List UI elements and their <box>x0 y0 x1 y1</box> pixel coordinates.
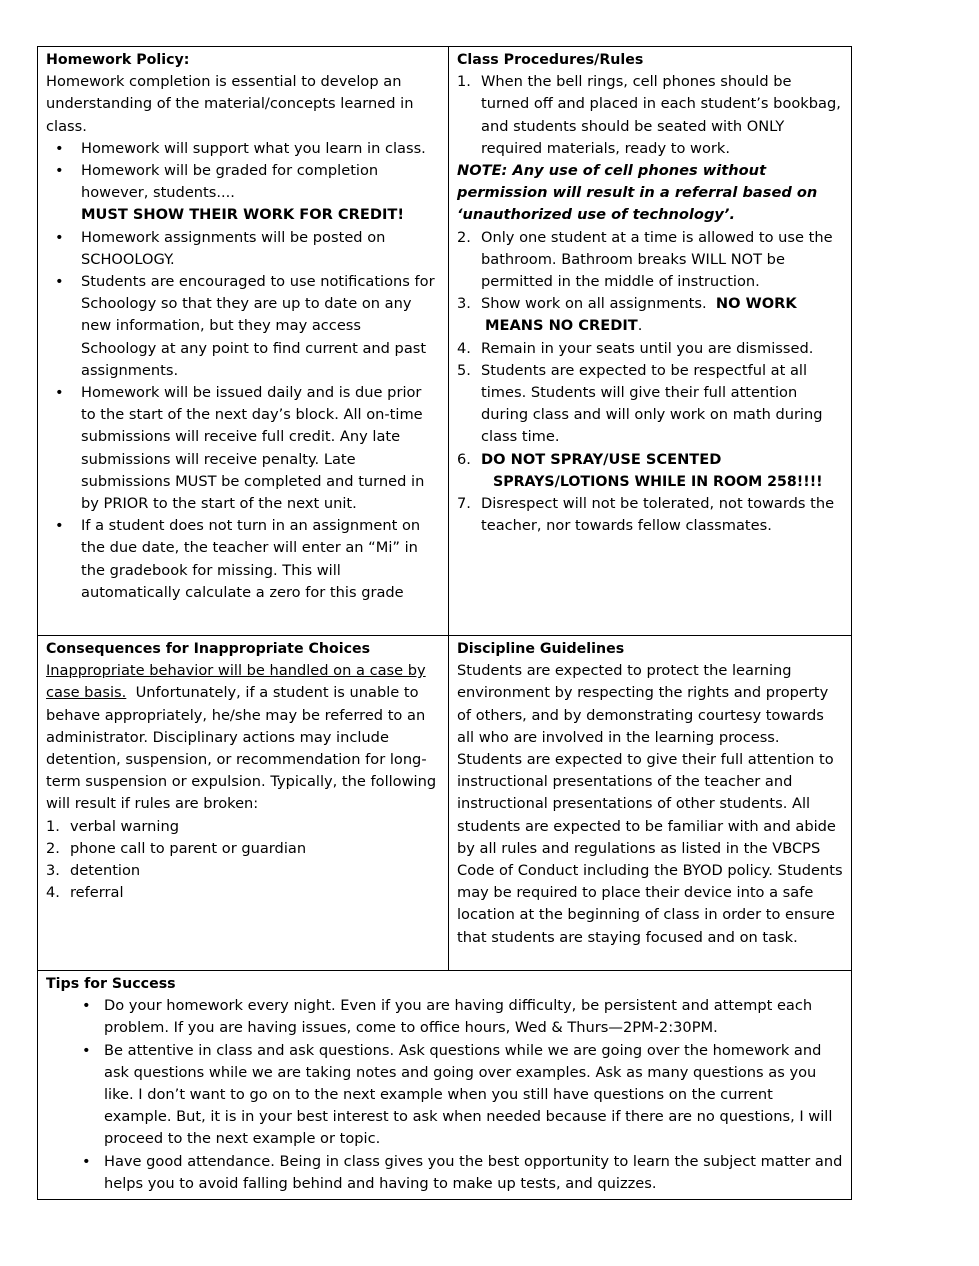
homework-policy-cell <box>38 47 449 636</box>
discipline-guidelines-cell <box>449 636 852 971</box>
list-item: • Students are encouraged to use notifications for Schoology so that they are up to date on any new information, but they may access Schoology at any point to find current and past assignments. <box>46 271 440 382</box>
list-item: 4. referral <box>46 884 124 902</box>
consequences-title: Consequences for Inappropriate Choices <box>46 641 371 657</box>
list-item: • Be attentive in class and ask questions. Ask questions while we are going over the homework and ask questions while we are taking notes and going over examples. Ask as many questions as you like. I don’t want to go on to the next example when you still have questions on the current example. But, it is in your best interest to ask when needed because if there are no questions, I will proceed to the next example or topic. <box>46 1040 843 1151</box>
list-item: • Homework will support what you learn in class. <box>46 138 440 160</box>
consequences-cell <box>38 636 449 971</box>
list-item: • Do your homework every night. Even if you are having difficulty, be persistent and attempt each problem. If you are having issues, come to office hours, Wed & Thurs—2PM-2:30PM. <box>46 995 843 1039</box>
tips-list <box>46 995 843 1195</box>
list-item: 1. When the bell rings, cell phones should be turned off and placed in each student’s bookbag, and students should be seated with ONLY required materials, ready to work. <box>457 73 841 157</box>
class-procedures-title: Class Procedures/Rules <box>457 52 644 68</box>
consequences-steps <box>46 816 440 905</box>
list-item: 5. Students are expected to be respectful at all times. Students will give their full attention during class and will only work on math during class time. <box>457 361 823 446</box>
discipline-guidelines-title: Discipline Guidelines <box>457 641 625 657</box>
class-procedures-cell <box>449 47 852 636</box>
list-item: 3. Show work on all assignments. NO WORK MEANS NO CREDIT. <box>457 295 797 335</box>
list-item: 2. phone call to parent or guardian <box>46 839 307 857</box>
syllabus-page <box>37 46 852 1200</box>
list-item: 2. Only one student at a time is allowed to use the bathroom. Bathroom breaks WILL NOT be permitted in the middle of instruction. <box>457 228 833 291</box>
list-item: • Have good attendance. Being in class gives you the best opportunity to learn the subject matter and helps you to avoid falling behind and having to make up tests, and quizzes. <box>46 1151 843 1195</box>
consequences-text: Inappropriate behavior will be handled on a case by case basis. Unfortunately, if a student is unable to behave appropriately, he/she may be referred to an administrator. Disciplinary actions may include detention, suspension, or recommendation for long-term suspension or expulsion. Typically, the following will result if rules are broken: <box>46 662 437 813</box>
cell-phone-note: NOTE: Any use of cell phones without permission will result in a referral based on ‘unauthorized use of technology’. <box>457 162 818 224</box>
homework-list <box>46 138 440 604</box>
list-item: • Homework assignments will be posted on SCHOOLOGY. <box>46 227 440 271</box>
discipline-guidelines-text: Students are expected to protect the learning environment by respecting the rights and property of others, and by demonstrating courtesy towards all who are involved in the learning process. Students are expected to give their full attention to instructional presentations of the teacher and instructional presentations of other students. All students are expected to be familiar with and abide by all rules and regulations as listed in the VBCPS Code of Conduct including the BYOD policy. Students may be required to place their device into a safe location at the beginning of class in order to ensure that students are staying focused and on task. <box>457 662 843 946</box>
list-item: • Homework will be issued daily and is due prior to the start of the next day’s block. All on-time submissions will receive full credit. Any late submissions will receive penalty. Late submissions MUST be completed and turned in by PRIOR to the start of the next unit. <box>46 382 440 515</box>
list-item: 6. DO NOT SPRAY/USE SCENTED SPRAYS/LOTIONS WHILE IN ROOM 258!!!! <box>457 450 823 490</box>
list-item: 3. detention <box>46 862 141 880</box>
tips-for-success-title: Tips for Success <box>46 976 176 992</box>
policy-table <box>37 46 852 1200</box>
list-item: • Homework will be graded for completion however, students.... MUST SHOW THEIR WORK FOR CREDIT! <box>46 160 440 227</box>
procedures-list-b <box>457 227 843 538</box>
tips-for-success-cell <box>38 971 852 1200</box>
list-item: • If a student does not turn in an assignment on the due date, the teacher will enter an “Mi” in the gradebook for missing. This will automatically calculate a zero for this grade <box>46 515 440 604</box>
homework-intro: Homework completion is essential to develop an understanding of the material/concepts learned in class. <box>46 73 414 135</box>
homework-policy-title: Homework Policy: <box>46 52 190 68</box>
must-show-work-emphasis: MUST SHOW THEIR WORK FOR CREDIT! <box>81 206 405 224</box>
list-item: 1. verbal warning <box>46 817 179 835</box>
procedures-list-a <box>457 71 843 160</box>
list-item: 7. Disrespect will not be tolerated, not towards the teacher, nor towards fellow classmates. <box>457 495 835 535</box>
list-item: 4. Remain in your seats until you are dismissed. <box>457 339 814 357</box>
